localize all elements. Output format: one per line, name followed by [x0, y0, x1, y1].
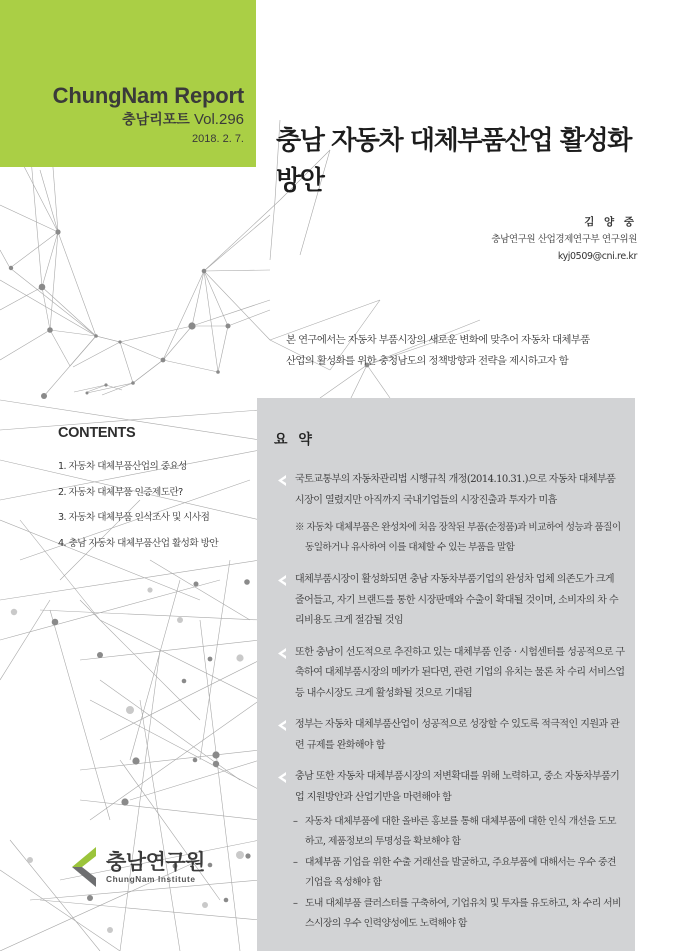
contents-item[interactable]: 4. 충남 자동차 대체부품산업 활성화 방안: [58, 537, 219, 549]
logo-chevron-icon: [72, 847, 104, 887]
dash-bullet-icon: –: [293, 857, 298, 868]
summary-item: [257, 767, 635, 808]
summary-subitem: [257, 812, 635, 851]
author-affiliation: 충남연구원 산업경제연구부 연구위원: [491, 234, 637, 245]
page-title: [276, 121, 656, 201]
summary-subitem-text: 대체부품 기업을 위한 수출 거래선을 발굴하고, 주요부품에 대해서는 우수 중견기업을 육성해야 함: [305, 857, 616, 888]
dash-bullet-icon: –: [293, 816, 298, 827]
summary-item-text: 국토교통부의 자동차관리법 시행규칙 개정(2014.10.31.)으로 자동차 대체부품 시장이 열렸지만 아직까지 국내기업들의 시장진출과 투자가 미흡: [295, 474, 616, 506]
chevron-left-bullet-icon: [277, 575, 287, 586]
summary-subitem-text: 자동차 대체부품에 대한 올바른 홍보를 통해 대체부품에 대한 인식 개선을 도모하고, 제품정보의 투명성을 확보해야 함: [305, 816, 616, 847]
chevron-left-bullet-icon: [277, 475, 287, 486]
logo-text: [106, 850, 205, 884]
chevron-left-bullet-icon: [277, 772, 287, 783]
summary-note: ※ 자동차 대체부품은 완성차에 처음 장착된 부품(순정품)과 비교하여 성능과 품질이 동일하거나 유사하여 이를 대체할 수 있는 부품을 말함: [295, 522, 621, 553]
page-title-line1: 충남 자동차 대체부품산업 활성화: [276, 126, 631, 156]
summary-subitem: [257, 853, 635, 892]
author-email[interactable]: kyj0509@cni.re.kr: [557, 251, 637, 262]
institute-logo: [72, 847, 205, 887]
summary-subitem-text: 도내 대체부품 클러스터를 구축하여, 기업유치 및 투자를 유도하고, 차 수리 서비스시장의 우수 인력양성에도 노력해야 함: [305, 898, 622, 929]
abstract-line: 본 연구에서는 자동차 부품시장의 새로운 변화에 맞추어 자동차 대체부품: [286, 334, 590, 346]
logo-name-korean: 충남연구원: [106, 850, 205, 874]
summary-item-text: 충남 또한 자동차 대체부품시장의 저변확대를 위해 노력하고, 중소 자동차부품기업 지원방안과 산업기반을 마련해야 함: [295, 771, 620, 803]
summary-box: [257, 398, 635, 951]
dash-bullet-icon: –: [293, 898, 298, 909]
brand-subtitle: [53, 110, 244, 130]
header-brand-block: [0, 0, 256, 167]
brand-title: ChungNam Report: [52, 83, 244, 108]
abstract: [286, 330, 646, 372]
brand: [53, 83, 244, 146]
summary-item: [257, 643, 635, 705]
summary-item: [257, 470, 635, 511]
summary-subitem: [257, 894, 635, 933]
summary-item-text: 또한 충남이 선도적으로 추진하고 있는 대체부품 인증 · 시험센터를 성공적으로 구축하여 대체부품시장의 메카가 된다면, 관련 기업의 유치는 물론 차 수리 서비스업 등 내수시장도 크게 활성화될 것으로 기대됨: [295, 646, 625, 699]
author-name: 김 양 중: [584, 216, 637, 228]
chevron-left-bullet-icon: [277, 648, 287, 659]
summary-item: [257, 570, 635, 632]
publish-date: 2018. 2. 7.: [192, 133, 244, 145]
page-title-line2: 방안: [276, 166, 324, 196]
contents-item[interactable]: 3. 자동차 대체부품 인식조사 및 시사점: [58, 512, 210, 523]
contents-title: CONTENTS: [58, 425, 136, 441]
summary-item-text: 대체부품시장이 활성화되면 충남 자동차부품기업의 완성차 업체 의존도가 크게 줄어들고, 자기 브랜드를 통한 시장판매와 수출이 확대될 것이며, 소비자의 차 수리비용도 크게 절감될 것임: [295, 574, 619, 626]
logo-name-english: ChungNam Institute: [106, 874, 196, 884]
contents-item[interactable]: 1. 자동차 대체부품산업의 중요성: [58, 461, 187, 472]
summary-list: [257, 470, 635, 935]
brand-volume: Vol.296: [193, 111, 244, 128]
brand-subtitle-korean: 충남리포트: [122, 112, 190, 128]
contents-item[interactable]: 2. 자동차 대체부품 인증제도란?: [58, 486, 183, 498]
chevron-left-bullet-icon: [277, 720, 287, 731]
summary-item-text: 정부는 자동차 대체부품산업이 성공적으로 성장할 수 있도록 적극적인 지원과 관련 규제를 완화해야 함: [295, 719, 620, 751]
table-of-contents: [58, 425, 258, 563]
abstract-line: 산업의 활성화를 위한 충청남도의 정책방향과 전략을 제시하고자 함: [286, 355, 569, 367]
author-block: [491, 214, 637, 265]
summary-item: [257, 715, 635, 756]
summary-title: 요 약: [274, 432, 315, 448]
